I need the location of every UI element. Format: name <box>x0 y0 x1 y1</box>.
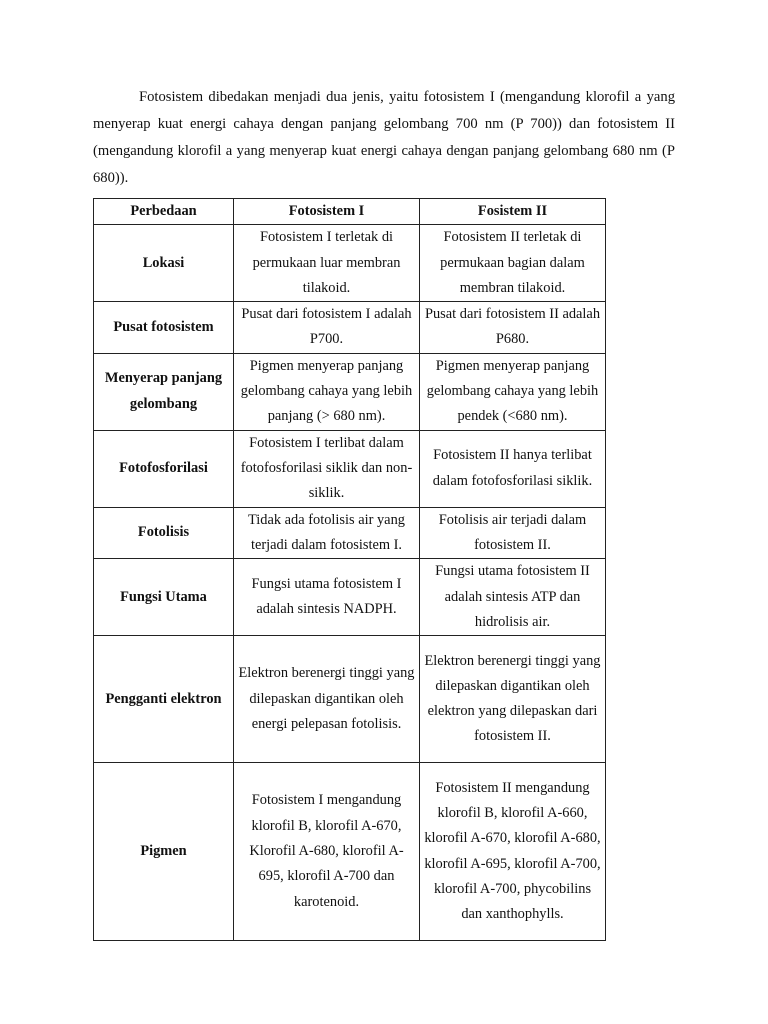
cell-ps1: Fungsi utama fotosistem I adalah sintesis NADPH. <box>234 559 420 636</box>
cell-ps2: Pusat dari fotosistem II adalah P680. <box>420 302 606 354</box>
cell-ps2: Fotosistem II terletak di permukaan bagian dalam membran tilakoid. <box>420 225 606 302</box>
cell-ps1: Fotosistem I terletak di permukaan luar membran tilakoid. <box>234 225 420 302</box>
comparison-table <box>93 198 606 941</box>
row-label: Fotolisis <box>94 507 234 559</box>
header-fotosistem-1: Fotosistem I <box>234 199 420 225</box>
cell-ps2: Fotolisis air terjadi dalam fotosistem II. <box>420 507 606 559</box>
cell-ps1: Fotosistem I terlibat dalam fotofosforilasi siklik dan non-siklik. <box>234 430 420 507</box>
cell-ps2: Fotosistem II hanya terlibat dalam fotofosforilasi siklik. <box>420 430 606 507</box>
table-row <box>94 302 606 354</box>
row-label: Menyerap panjang gelombang <box>94 353 234 430</box>
cell-ps2: Fungsi utama fotosistem II adalah sintesis ATP dan hidrolisis air. <box>420 559 606 636</box>
table-row <box>94 763 606 941</box>
cell-ps1: Elektron berenergi tinggi yang dilepaskan digantikan oleh energi pelepasan fotolisis. <box>234 636 420 763</box>
intro-paragraph: Fotosistem dibedakan menjadi dua jenis, yaitu fotosistem I (mengandung klorofil a yang menyerap kuat energi cahaya dengan panjang gelombang 700 nm (P 700)) dan fotosistem II (mengandung klorofil a yang menyerap kuat energi cahaya dengan panjang gelombang 680 nm (P 680)). <box>93 89 675 186</box>
table-row <box>94 507 606 559</box>
table-row <box>94 559 606 636</box>
cell-ps1: Tidak ada fotolisis air yang terjadi dalam fotosistem I. <box>234 507 420 559</box>
row-label: Pengganti elektron <box>94 636 234 763</box>
cell-ps2: Fotosistem II mengandung klorofil B, klorofil A-660, klorofil A-670, klorofil A-680, klorofil A-695, klorofil A-700, klorofil A-700, phycobilins dan xanthophylls. <box>420 763 606 941</box>
table-row <box>94 353 606 430</box>
row-label: Pusat fotosistem <box>94 302 234 354</box>
cell-ps2: Elektron berenergi tinggi yang dilepaskan digantikan oleh elektron yang dilepaskan dari fotosistem II. <box>420 636 606 763</box>
table-row <box>94 636 606 763</box>
cell-ps1: Pusat dari fotosistem I adalah P700. <box>234 302 420 354</box>
cell-ps1: Fotosistem I mengandung klorofil B, klorofil A-670, Klorofil A-680, klorofil A-695, klorofil A-700 dan karotenoid. <box>234 763 420 941</box>
cell-ps2: Pigmen menyerap panjang gelombang cahaya yang lebih pendek (<680 nm). <box>420 353 606 430</box>
cell-ps1: Pigmen menyerap panjang gelombang cahaya yang lebih panjang (> 680 nm). <box>234 353 420 430</box>
table-row <box>94 430 606 507</box>
row-label: Fungsi Utama <box>94 559 234 636</box>
row-label: Pigmen <box>94 763 234 941</box>
row-label: Lokasi <box>94 225 234 302</box>
table-row <box>94 225 606 302</box>
header-fotosistem-2: Fosistem II <box>420 199 606 225</box>
table-header-row <box>94 199 606 225</box>
header-perbedaan: Perbedaan <box>94 199 234 225</box>
row-label: Fotofosforilasi <box>94 430 234 507</box>
